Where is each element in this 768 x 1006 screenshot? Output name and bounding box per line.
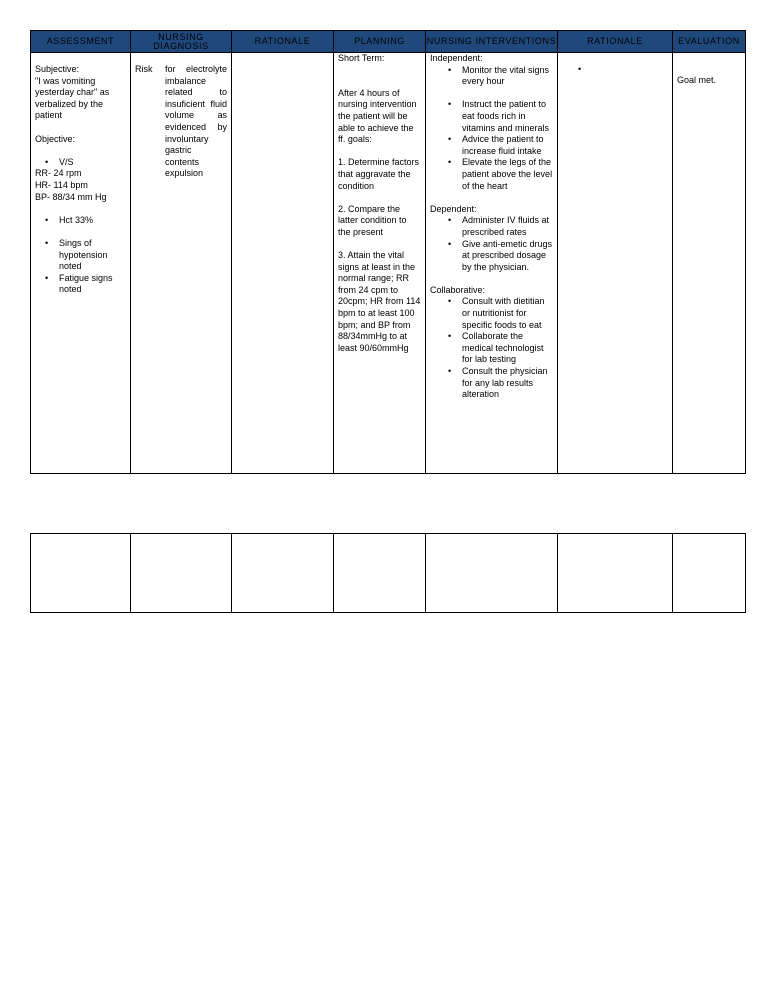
care-plan-table [30, 30, 746, 474]
diagnosis-first-word: Risk [135, 64, 153, 74]
blank-cell [426, 534, 558, 613]
evaluation-text: Goal met. [677, 75, 717, 85]
blank-cell [232, 534, 334, 613]
planning-goal: 3. Attain the vital signs at least in the normal range; RR from 24 cpm to 20cpm; HR from 114 bpm to at least 100 bpm; and BP from 88/34mmHg to at least 90/60mmHg [338, 250, 421, 353]
planning-term: Short Term: [338, 53, 385, 63]
header-nursing-diagnosis: NURSING DIAGNOSIS [131, 31, 232, 53]
care-plan-row [31, 53, 746, 474]
collaborative-label: Collaborative: [430, 284, 486, 295]
intervention-item: • Administer IV fluids at prescribed rates [462, 215, 553, 238]
evaluation-cell [673, 53, 746, 474]
hr-value: HR- 114 bpm [35, 179, 88, 190]
planning-intro: After 4 hours of nursing intervention the patient will be able to achieve the ff. goals: [338, 87, 417, 145]
bp-value: BP- 88/34 mm Hg [35, 191, 107, 202]
dependent-label: Dependent: [430, 203, 477, 214]
blank-cell [334, 534, 426, 613]
intervention-item: • Elevate the legs of the patient above the level of the heart [462, 157, 553, 192]
header-row [31, 31, 746, 53]
blank-cell [31, 534, 131, 613]
blank-table [30, 533, 746, 613]
intervention-item: • Collaborate the medical technologist for lab testing [462, 331, 553, 366]
intervention-item: • Consult the physician for any lab results alteration [462, 366, 553, 401]
vs-label: • V/S [59, 157, 126, 169]
diagnosis-cell [131, 53, 232, 474]
independent-label: Independent: [430, 53, 483, 63]
diagnosis-text: for electrolyte imbalance related to insuficient fluid volume as evidenced by involuntary gastric contents expulsion [165, 64, 227, 179]
header-planning: PLANNING [334, 31, 426, 53]
subjective-label: Subjective: [35, 64, 80, 74]
interventions-cell [426, 53, 558, 474]
blank-row [31, 534, 746, 613]
rationale-cell-1 [232, 53, 334, 474]
intervention-item: • Consult with dietitian or nutritionist for specific foods to eat [462, 296, 553, 331]
blank-cell [131, 534, 232, 613]
rr-value: RR- 24 rpm [35, 168, 82, 179]
planning-goal: 2. Compare the latter condition to the present [338, 203, 407, 237]
intervention-item: • Instruct the patient to eat foods rich in vitamins and minerals [462, 99, 553, 134]
subjective-quote: "I was vomiting yesterday char" as verbalized by the patient [35, 75, 110, 121]
intervention-item: • Monitor the vital signs every hour [462, 65, 553, 88]
rationale-cell-2 [558, 53, 673, 474]
header-assessment: ASSESSMENT [31, 31, 131, 53]
hct-value: • Hct 33% [59, 215, 126, 227]
intervention-item: • Give anti-emetic drugs at prescribed dosage by the physician. [462, 239, 553, 274]
intervention-item: • Advice the patient to increase fluid intake [462, 134, 553, 157]
sign-item: • Fatigue signs noted [59, 273, 126, 296]
header-rationale-2: RATIONALE [558, 31, 673, 53]
objective-label: Objective: [35, 133, 76, 144]
empty-bullet: • [578, 64, 582, 74]
planning-cell [334, 53, 426, 474]
header-rationale-1: RATIONALE [232, 31, 334, 53]
blank-cell [558, 534, 673, 613]
header-evaluation: EVALUATION [673, 31, 746, 53]
sign-item: • Sings of hypotension noted [59, 238, 126, 273]
blank-cell [673, 534, 746, 613]
planning-goal: 1. Determine factors that aggravate the condition [338, 157, 420, 191]
header-nursing-interventions: NURSING INTERVENTIONS [426, 31, 558, 53]
assessment-cell [31, 53, 131, 474]
